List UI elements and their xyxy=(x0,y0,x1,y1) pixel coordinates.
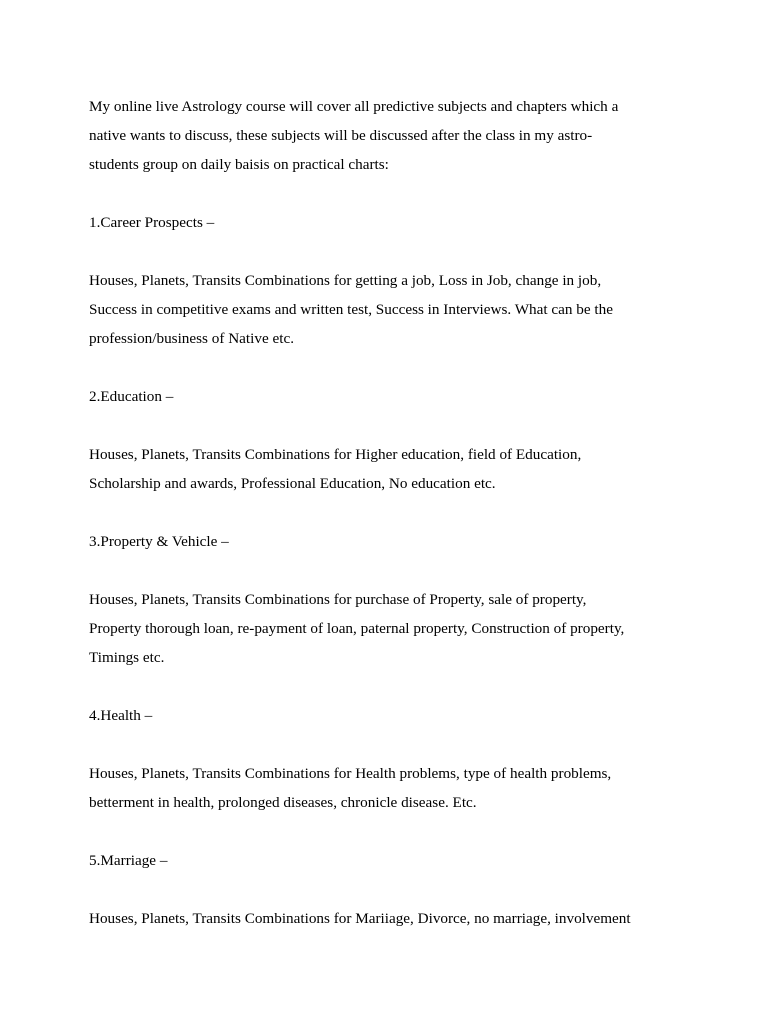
paragraph-gap xyxy=(89,817,689,846)
intro-paragraph xyxy=(89,92,689,179)
section-line: Houses, Planets, Transits Combinations for Higher education, field of Education, xyxy=(89,446,582,463)
document-body xyxy=(89,92,689,933)
paragraph-gap xyxy=(89,353,689,382)
intro-line: My online live Astrology course will cover all predictive subjects and chapters which a xyxy=(89,98,619,115)
section-heading: 1.Career Prospects – xyxy=(89,214,215,231)
paragraph-gap xyxy=(89,730,689,759)
section-career xyxy=(89,208,689,353)
paragraph-gap xyxy=(89,875,689,904)
paragraph-gap xyxy=(89,179,689,208)
paragraph-gap xyxy=(89,237,689,266)
section-line: Houses, Planets, Transits Combinations for Health problems, type of health problems, xyxy=(89,765,612,782)
intro-line: students group on daily baisis on practical charts: xyxy=(89,156,389,173)
section-line: Property thorough loan, re-payment of loan, paternal property, Construction of property, xyxy=(89,620,625,637)
section-property xyxy=(89,527,689,672)
paragraph-gap xyxy=(89,498,689,527)
section-heading: 3.Property & Vehicle – xyxy=(89,533,229,550)
section-line: betterment in health, prolonged diseases, chronicle disease. Etc. xyxy=(89,794,477,811)
section-education xyxy=(89,382,689,498)
paragraph-gap xyxy=(89,411,689,440)
section-marriage xyxy=(89,846,689,933)
paragraph-gap xyxy=(89,672,689,701)
section-line: Houses, Planets, Transits Combinations for purchase of Property, sale of property, xyxy=(89,591,587,608)
section-health xyxy=(89,701,689,817)
section-line: Success in competitive exams and written test, Success in Interviews. What can be the xyxy=(89,301,613,318)
section-heading: 4.Health – xyxy=(89,707,153,724)
section-line: Houses, Planets, Transits Combinations for getting a job, Loss in Job, change in job, xyxy=(89,272,602,289)
section-heading: 5.Marriage – xyxy=(89,852,168,869)
section-line: Scholarship and awards, Professional Education, No education etc. xyxy=(89,475,496,492)
section-line: Timings etc. xyxy=(89,649,165,666)
section-heading: 2.Education – xyxy=(89,388,174,405)
section-line: Houses, Planets, Transits Combinations for Mariiage, Divorce, no marriage, involvement xyxy=(89,910,631,927)
section-line: profession/business of Native etc. xyxy=(89,330,294,347)
intro-line: native wants to discuss, these subjects will be discussed after the class in my astro- xyxy=(89,127,593,144)
paragraph-gap xyxy=(89,556,689,585)
